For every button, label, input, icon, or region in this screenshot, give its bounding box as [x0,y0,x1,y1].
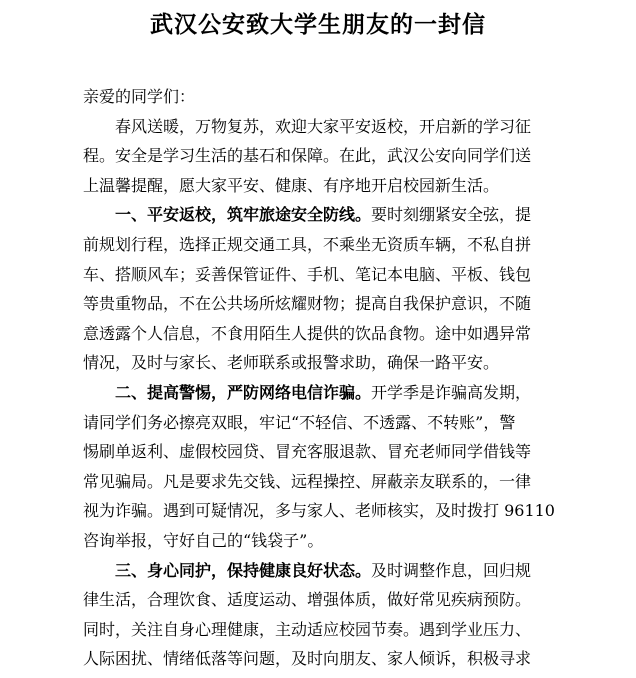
paragraph-line-text: 及时调整作息，回归规 [371,560,532,580]
paragraph-line-text: 请同学们务必擦亮双眼，牢记“不轻信、不透露、不转账”，警 [83,412,516,432]
paragraph-line-text: 同时，关注自身心理健康，主动适应校园节奏。遇到学业压力、 [83,619,532,639]
paragraph-line-text: 情况，及时与家长、老师联系或报警求助，确保一路平安。 [83,353,500,373]
paragraph-line-text: 春风送暖，万物复苏，欢迎大家平安返校，开启新的学习征 [115,116,532,136]
greeting-text: 亲爱的同学们： [83,87,196,106]
paragraph-line [83,437,555,467]
paragraph-line-text: 意透露个人信息，不食用陌生人提供的饮品食物。途中如遇异常 [83,323,532,343]
paragraph-line-text: 律生活，合理饮食、适度运动、增强体质，做好常见疾病预防。 [83,590,532,610]
paragraph-line [83,467,555,497]
paragraph-line [83,556,555,586]
paragraph-line-text: 前规划行程，选择正规交通工具，不乘坐无资质车辆，不私自拼 [83,234,532,254]
paragraph-intro [83,112,555,201]
paragraph-line [83,260,555,290]
paragraph-line [83,141,555,171]
paragraph-section-2 [83,378,555,556]
page-title: 武汉公安致大学生朋友的一封信 [150,12,486,38]
paragraph-line-text: 惕刷单返利、虚假校园贷、冒充客服退款、冒充老师同学借钱等 [83,442,532,462]
section-heading: 三、身心同护，保持健康良好状态。 [115,560,372,580]
paragraph-line [83,496,555,526]
paragraph-line-text: 车、搭顺风车；妥善保管证件、手机、笔记本电脑、平板、钱包 [83,264,532,284]
paragraph-line [83,319,555,349]
paragraph-line-text: 等贵重物品，不在公共场所炫耀财物；提高自我保护意识，不随 [83,294,532,314]
letter-body [83,82,555,674]
paragraph-line [83,644,555,674]
paragraph-line [83,112,555,142]
greeting [83,82,555,112]
paragraph-line-text: 程。安全是学习生活的基石和保障。在此，武汉公安向同学们送 [83,146,532,166]
section-heading: 一、平安返校，筑牢旅途安全防线。 [115,205,372,225]
paragraph-line-text: 要时刻绷紧安全弦，提 [371,205,532,225]
paragraph-line [83,348,555,378]
section-heading: 二、提高警惕，严防网络电信诈骗。 [115,382,372,402]
paragraph-section-3 [83,556,555,674]
paragraph-line-text: 咨询举报，守好自己的“钱袋子”。 [83,530,324,550]
paragraph-section-1 [83,200,555,378]
paragraph-line-text: 上温馨提醒，愿大家平安、健康、有序地开启校园新生活。 [83,175,500,195]
paragraph-line-text: 常见骗局。凡是要求先交钱、远程操控、屏蔽亲友联系的，一律 [83,471,532,491]
paragraph-line [83,200,555,230]
paragraph-line [83,230,555,260]
paragraph-line-text: 视为诈骗。遇到可疑情况，多与家人、老师核实，及时拨打 96110 [83,501,555,521]
paragraph-line [83,585,555,615]
paragraph-line-text: 开学季是诈骗高发期， [371,382,532,402]
paragraph-line [83,378,555,408]
paragraph-line [83,408,555,438]
paragraph-line [83,171,555,201]
paragraph-line-text: 人际困扰、情绪低落等问题，及时向朋友、家人倾诉，积极寻求 [83,649,532,669]
paragraph-line [83,615,555,645]
paragraph-line [83,289,555,319]
paragraph-line [83,526,555,556]
